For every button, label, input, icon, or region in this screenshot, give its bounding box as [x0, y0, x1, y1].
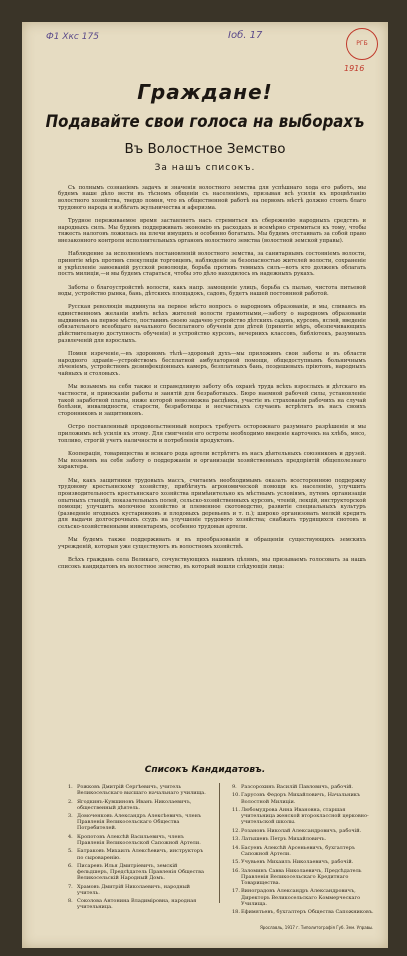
candidate-item: [232, 868, 374, 886]
candidate-number: 12.: [232, 827, 240, 834]
candidate-text: Заломинъ Савва Николаевичъ, Предсѣдатель Правленія Великосельскаго Кредитнаго Товарищества.: [241, 867, 362, 886]
list-title: За нашъ списокъ.: [154, 163, 256, 173]
candidate-item: [68, 784, 210, 796]
candidate-number: 3.: [68, 813, 73, 820]
candidate-text: Розановъ Николай Александровичъ, рабочій.: [241, 827, 362, 834]
paragraph: Помня изреченіе,—въ здоровомъ тѣлѣ—здоровый духъ—мы приложимъ свои заботы и въ области народного здравія—устройствомъ бесплатной амбулаторной помощи, общедоступнымъ больничнымъ лѣченіемъ, устройствомъ дезинфекціонныхъ камеръ, безплатныхъ бань, поэдешевыхъ пріютовъ, народныхъ чайныхъ и столовыхъ.: [58, 351, 366, 378]
candidate-text: Виноградовъ Александръ Александровичъ, Директоръ Великосельскаго Коммерческаго Училища.: [241, 888, 361, 907]
candidate-number: 10.: [232, 792, 240, 799]
candidate-number: 11.: [232, 807, 240, 814]
paragraph: Всѣхъ граждань села Великаго, сочувствующихъ нашимъ цѣлямъ, мы призываемъ голосовать за нашъ списокъ кандидатовъ въ волостное земство, въ который вошли слѣдующія лица:: [58, 557, 366, 571]
candidate-text: Ефимятьевъ, бухгалтеръ Общества Сапожниковъ.: [241, 909, 374, 916]
candidate-number: 8.: [68, 898, 73, 905]
candidate-text: Соколова Антонина Владиміровна, народная учительница.: [77, 898, 197, 911]
candidate-text: Гарусовъ Федоръ Михайловичъ, Начальникъ Волостной Милиціи.: [241, 792, 361, 805]
manifesto-text: [58, 178, 366, 577]
candidate-number: 15.: [232, 859, 240, 866]
paragraph: Русская революція выдвинула на первое мѣсто вопросъ о народномъ образованіи, и мы, сливаясь въ единственномъ желаніи имѣть всѣхъ жителей волости грамотными,—заботу о народномъ образованіи выдвинемъ на первое мѣсто, поставивъ своею задачею устройство дѣтскихъ садовъ, курсовъ, яслей, введеніе обязательного всеобщаго начального бесплатного обученія для дѣтей (принятіе мѣръ, обезпечивающихъ дѣйствительную доступность обученія) и устройство курсовъ, вечернихъ классовъ, библіотекъ, разумныхъ развлеченій для взрослыхъ.: [58, 304, 366, 344]
candidate-number: 16.: [232, 867, 240, 874]
library-stamp: РГБ: [346, 28, 378, 60]
candidate-text: Разсорохинъ Василій Павловичъ, рабочій.: [241, 784, 354, 790]
candidate-item: [232, 807, 374, 825]
candidate-number: 5.: [68, 848, 73, 855]
candidate-item: [232, 909, 374, 915]
candidate-item: [68, 834, 210, 846]
candidate-number: 14.: [232, 844, 240, 851]
candidate-item: [68, 884, 210, 896]
appeal-heading: Граждане!: [137, 80, 273, 104]
candidate-number: 18.: [232, 909, 240, 916]
paragraph: Заботы о благоустройствѣ волости, какъ напр. замощеніе улицъ, борьба съ пылью, чистота питьевой воды, устройство рынка, бань, дѣтскихъ площадокъ, садовъ, будетъ нашей постоянной работой.: [58, 284, 366, 298]
fund-mark: Ф1 Хкс 175: [46, 32, 99, 42]
candidates-column-left: [68, 784, 210, 913]
candidate-text: Домоченковъ Александръ Алексѣевичъ, членъ Правленія Великосельскаго Общества Потребителей.: [77, 813, 202, 832]
candidate-text: Батраковъ Михаилъ Алексѣевичъ, инструкторъ по сыроваренію.: [77, 848, 204, 861]
election-title: Въ Волостное Земство: [124, 141, 286, 157]
candidate-number: 7.: [68, 883, 73, 890]
candidate-number: 1.: [68, 784, 73, 790]
paragraph: Мы, какъ защитники трудовыхъ массъ, считаемъ необходимымъ оказать всестороннюю поддержку трудовому крестьянскому хозяйству, прибѣгнуть агрономической помощи къ населенію, улучшить производительность крестьянскаго хозяйства примѣнительно къ мѣстнымъ условіямъ, путемъ организаціи опытныхъ станцій, показательныхъ полей, сельско-хозяйственныхъ курсовъ, чтеній, лекцій, инструкторской помощи; улучшить молочное хозяйство и племенное скотоводство, развитіе специальныхъ культуръ (разведеніе ягодныхъ кустарниковъ и плодовыхъ деревьевъ и т. п.); широко организовать мелкій кредитъ для выдачи долгосрочныхъ ссудъ на улучшеніе трудового хозяйства; снабжать трудящихся снотовъ и сельско-хозяйственными инвентаремъ, особенно трудовыя артели.: [58, 477, 366, 531]
candidate-number: 17.: [232, 888, 240, 895]
candidate-text: Учувьевъ Михаилъ Николаевичъ, рабочій.: [241, 859, 354, 866]
appeal-subheading: Подавайте свои голоса на выборахъ: [45, 110, 365, 132]
candidate-text: Писаревъ Илья Дмитріевичъ, земскій фельдшеръ, Предсѣдатель Правленія Общества Великосельскій Народный Домъ.: [77, 862, 204, 882]
candidate-text: Ягодкинъ-Кувшиновъ Иванъ Николаевичъ, общественный дѣятель.: [77, 798, 192, 811]
candidate-number: 6.: [68, 862, 73, 869]
paragraph: Трудное переживаемое время заставляетъ насъ стремиться къ сбереженію народныхъ средствъ и народныхъ силъ. Мы будемъ поддерживать экономію въ расходахъ и всемѣрно стремиться къ тому, чтобы тяжесть налоговъ ложилась на плечи имущихъ и особенно богатыхъ. Мы будемъ отстаивать за собой право внезаконного контроля исполнительныхъ органовъ волостного земства (волостной земской управы).: [58, 217, 366, 244]
paragraph: Остро поставленный продовольственный вопросъ требуетъ осторожнаго разумнаго разрѣшенія и мы приложимъ всѣ усилія къ этому. Для смягченія его остроты необходимо введеніе карточекъ на хлѣбъ, мясо, топливо, строгій учетъ наличности и потребленія продуктовъ.: [58, 424, 366, 444]
candidate-item: [68, 813, 210, 831]
candidate-item: [232, 836, 374, 842]
inventory-mark: Iоб. 17: [228, 30, 263, 41]
candidates-heading: Списокъ Кандидатовъ.: [144, 765, 266, 775]
candidate-item: [232, 845, 374, 857]
candidate-text: Кропотовъ Алексѣй Васильевичъ, членъ Правленія Великосельской Сапожной Артели.: [77, 833, 201, 846]
candidate-item: [68, 848, 210, 860]
candidate-text: Любомудрова Анна Ивановна, старшая учительница женской второклассной церковно-учительской школы.: [241, 807, 369, 826]
candidate-item: [68, 863, 210, 881]
candidate-item: [232, 784, 374, 790]
candidate-text: Басуевъ Алексѣй Арсеньевичъ, бухгалтеръ Сапожной Артели.: [241, 844, 355, 857]
stamp-number: 1916: [344, 64, 365, 73]
paragraph: Наблюдение за исполненіемъ постановленій волостного земства, за санитарнымъ состояніемъ волости, принятіе мѣръ противъ спекуляціи торговцевъ, наблюденіе за безопасностью жителей волости, сохраненіе и укрѣпленіе завоеваній русской революціи, борьба противъ темныхъ силъ—вотъ кто долженъ облагать постъ милиціи,—и мы будемъ стараться, чтобы это дѣло находилось въ надежныхъ рукахъ.: [58, 251, 366, 278]
candidates-column-right: [232, 784, 374, 918]
candidate-number: 2.: [68, 798, 73, 805]
candidate-number: 9.: [232, 784, 237, 790]
candidate-text: Храмовъ Дмитрій Николаевичъ, народный учитель.: [77, 883, 191, 896]
candidate-text: Рожковъ Дмитрій Сергѣевичъ, учитель Великосельскаго высшаго начальнаго училища.: [77, 784, 206, 797]
candidate-item: [68, 799, 210, 811]
candidate-item: [232, 859, 374, 865]
column-divider: [219, 783, 220, 903]
paragraph: Кооперація, товарищества и всякаго рода артели встрѣтятъ въ насъ дѣятельныхъ союзниковъ и друзей. Мы возьмемъ на себя заботу о поддержаніи и организаціи хозяйственныхъ предпріятій общеполезнаго характера.: [58, 450, 366, 471]
paragraph: Мы будемъ также поддерживать и въ преобразованія и обращеніи существующихъ земскихъ учрежденій, которыя уже существуютъ въ волостномъ хозяйствѣ.: [58, 537, 366, 551]
candidate-item: [232, 828, 374, 834]
printer-imprint: Ярославль, 1917 г. Типолитографія Губ. Зем. Управы.: [260, 925, 374, 930]
paragraph: Съ полнымъ сознаніемъ задачъ и значенія волостного земства для успѣшнаго хода его работъ, мы будемъ наше дѣло вести въ тѣсномъ общеніи съ населеніемъ, призывая всѣ усилія къ процвѣтанію волостного хозяйства, твердо помня, что въ общественной работѣ на первомъ мѣстѣ должно стоять благо трудового народа и избѣгать жульничества и аферизма.: [58, 184, 366, 211]
paragraph: Мы возьмемъ на себя также и справедливую заботу объ охранѣ труда всѣхъ взрослыхъ и дѣтскаго въ частности, и приисканіи работы и занятій для безработныхъ. Бюро наемной рабочей силы, установленіе такой заработной платы, ниже которой невозможна расцѣнка, участіе въ страхованіи рабочихъ на случай болѣзни, инвалидности, старости, безработицы и несчастныхъ случаевъ встрѣтятъ въ насъ своихъ сторонниковъ и защитниковъ.: [58, 384, 366, 417]
candidate-number: 4.: [68, 833, 73, 840]
candidate-item: [232, 888, 374, 906]
candidate-item: [232, 792, 374, 804]
candidate-item: [68, 898, 210, 910]
candidate-text: Латышевъ Петръ Михайловичъ.: [241, 836, 327, 843]
candidate-number: 13.: [232, 836, 240, 843]
